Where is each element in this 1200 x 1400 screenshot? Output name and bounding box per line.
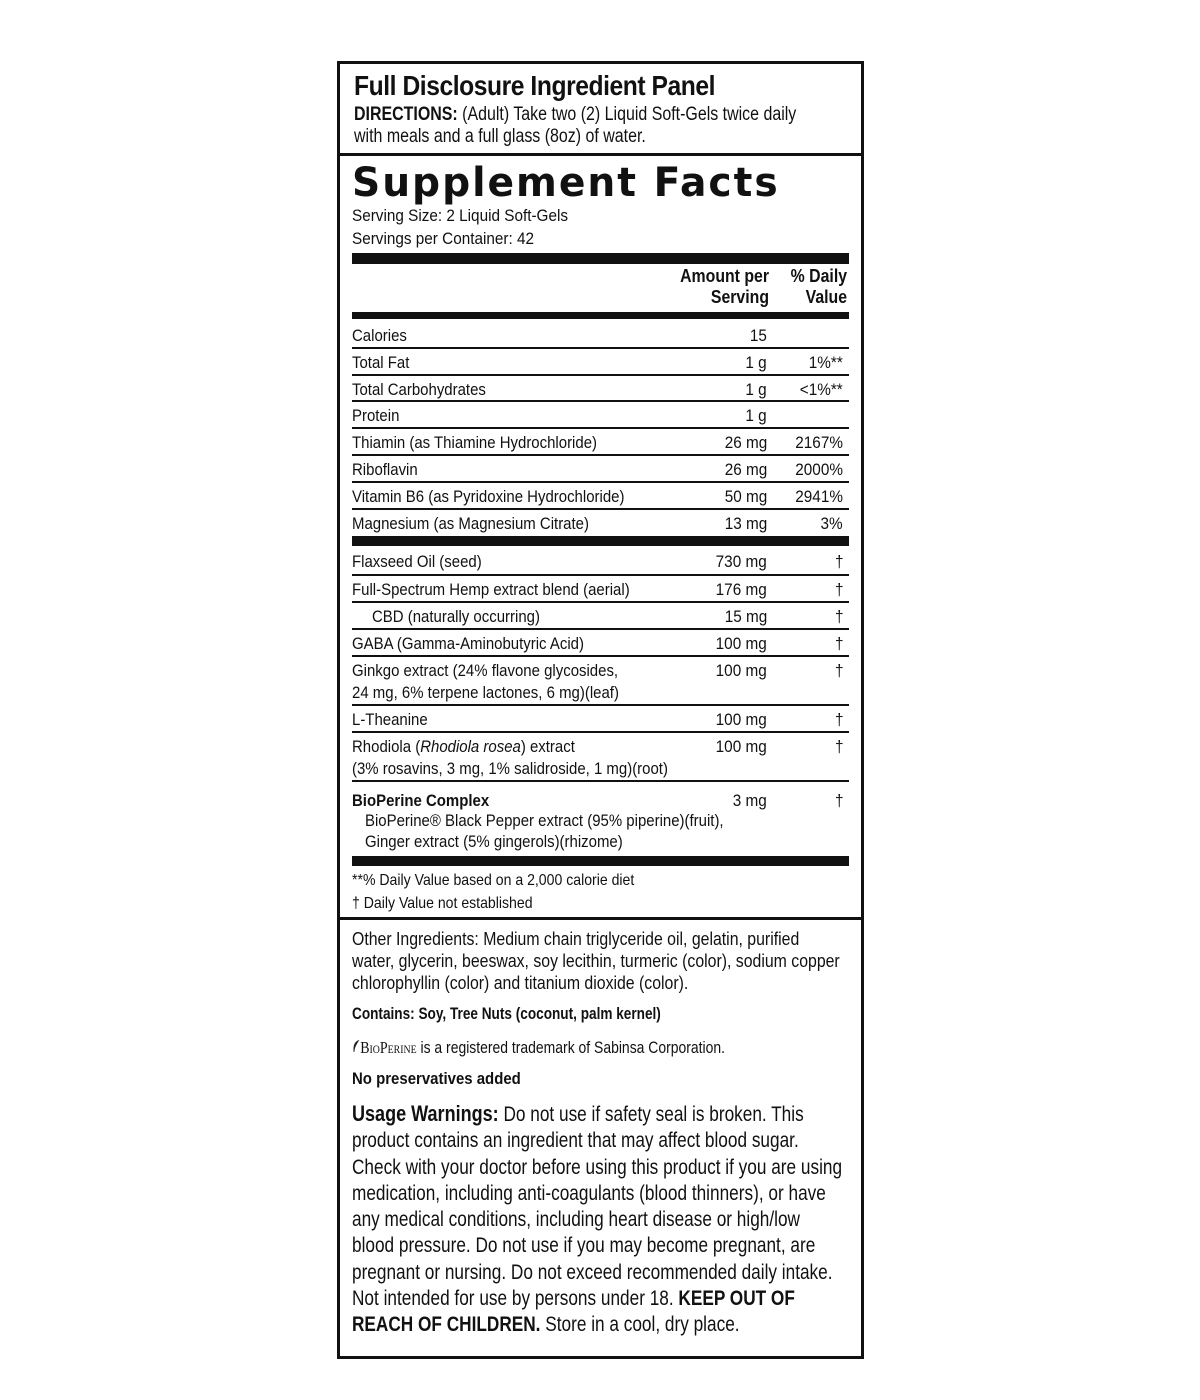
warnings-label: Usage Warnings: xyxy=(352,1101,499,1126)
nutrient-row: Riboflavin 26 mg 2000% xyxy=(352,456,849,483)
other-ingredients: Other Ingredients: Medium chain triglyceride oil, gelatin, purified water, glycerin, beeswax, soy lecithin, turmeric (color), sodium copper chlorophyllin (color) and titanium dioxide (color). xyxy=(352,929,840,993)
nutrient-row: Thiamin (as Thiamine Hydrochloride) 26 mg 2167% xyxy=(352,429,849,456)
directions-body: (Adult) Take two (2) Liquid Soft-Gels twice daily with meals and a full glass (8oz) of water. xyxy=(354,104,797,147)
directions-label: DIRECTIONS: xyxy=(354,104,458,125)
nutrient-row: Protein 1 g xyxy=(352,402,849,429)
directions-section xyxy=(340,64,861,156)
ingredient-panel xyxy=(337,61,864,1359)
column-header-daily-value: % Daily Value xyxy=(790,266,847,307)
keep-out-of-reach: KEEP OUT OF REACH OF CHILDREN. xyxy=(352,1287,795,1337)
thick-rule xyxy=(352,536,849,546)
ingredient-row: Flaxseed Oil (seed) 730 mg † xyxy=(352,548,849,576)
usage-warnings xyxy=(352,1101,844,1339)
nutrient-row: Vitamin B6 (as Pyridoxine Hydrochloride) 50 mg 2941% xyxy=(352,483,849,510)
ingredient-row: Rhodiola (Rhodiola rosea) extract (3% rosavins, 3 mg, 1% salidroside, 1 mg)(root) 100 mg † xyxy=(352,733,849,782)
nutrient-row: Calories 15 xyxy=(352,322,849,349)
panel-title: Full Disclosure Ingredient Panel xyxy=(354,70,716,101)
ingredient-row: Full-Spectrum Hemp extract blend (aerial) 176 mg † xyxy=(352,576,849,603)
ingredient-row: GABA (Gamma-Aminobutyric Acid) 100 mg † xyxy=(352,630,849,657)
servings-per-container: Servings per Container: 42 xyxy=(352,229,535,248)
supplement-facts-title: Supplement Facts xyxy=(352,160,780,206)
allergen-contains: Contains: Soy, Tree Nuts (coconut, palm kernel) xyxy=(352,1004,661,1023)
section-divider xyxy=(340,917,861,920)
leaf-icon xyxy=(352,1039,360,1053)
medium-rule xyxy=(352,312,849,319)
nutrient-row: Magnesium (as Magnesium Citrate) 13 mg 3% xyxy=(352,514,843,533)
thick-rule xyxy=(352,253,849,264)
serving-size: Serving Size: 2 Liquid Soft-Gels xyxy=(352,206,569,225)
column-header-amount: Amount per Serving xyxy=(680,266,769,307)
nutrient-row: Total Carbohydrates 1 g <1%** xyxy=(352,376,849,402)
thick-rule xyxy=(352,856,849,866)
storage-text: Store in a cool, dry place. xyxy=(540,1313,740,1337)
ingredient-row-bioperine: BioPerine Complex BioPerine® Black Pepper extract (95% piperine)(fruit), Ginger extract (5% gingerols)(rhizome) 3 mg † xyxy=(352,791,843,851)
no-preservatives: No preservatives added xyxy=(352,1069,521,1088)
trademark-notice xyxy=(352,1038,725,1058)
warnings-text: Do not use if safety seal is broken. This product contains an ingredient that may affect blood sugar. Check with your doctor before using this product if you are using medication, including anti-coagulants (blood thinners), or have any medical conditions, including heart disease or high/low blood pressure. Do not use if you may become pregnant, are pregnant or nursing. Do not exceed recommended daily intake. Not intended for use by persons under 18. xyxy=(352,1103,843,1311)
footnote-not-established: † Daily Value not established xyxy=(352,895,533,912)
directions-text xyxy=(354,104,824,148)
bioperine-logo: BioPerine xyxy=(360,1038,417,1057)
ingredient-row: Ginkgo extract (24% flavone glycosides, 24 mg, 6% terpene lactones, 6 mg)(leaf) 100 mg † xyxy=(352,657,849,706)
footnote-dv-basis: **% Daily Value based on a 2,000 calorie diet xyxy=(352,872,635,889)
trademark-text: is a registered trademark of Sabinsa Corporation. xyxy=(416,1038,725,1057)
ingredient-row: L-Theanine 100 mg † xyxy=(352,706,849,733)
ingredient-row: CBD (naturally occurring) 15 mg † xyxy=(352,603,849,630)
nutrient-row: Total Fat 1 g 1%** xyxy=(352,349,849,376)
